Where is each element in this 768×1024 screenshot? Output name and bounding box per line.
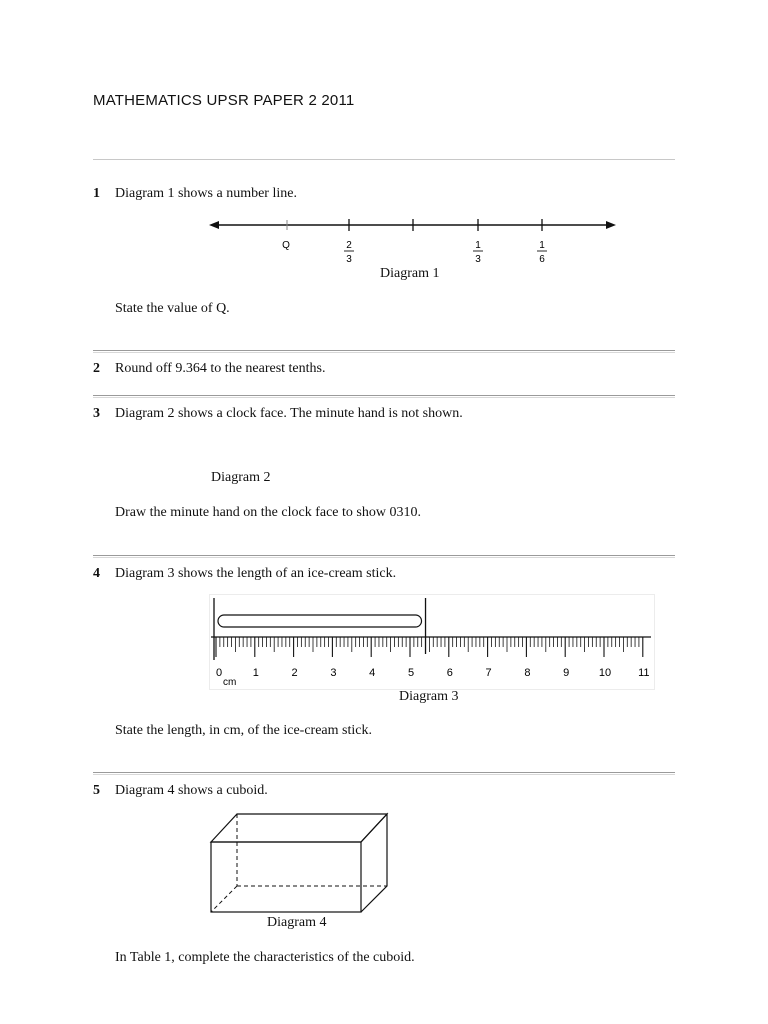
ruler bbox=[211, 637, 651, 688]
question-2-text: Round off 9.364 to the nearest tenths. bbox=[115, 361, 326, 376]
ruler-numbers bbox=[216, 667, 650, 679]
hidden-depth-edge bbox=[211, 886, 237, 912]
fraction-3-numerator: 1 bbox=[539, 240, 545, 251]
question-1-text: Diagram 1 shows a number line. bbox=[115, 186, 297, 201]
question-2-number: 2 bbox=[93, 361, 100, 376]
ruler-number: 6 bbox=[446, 667, 453, 679]
cuboid-side-face bbox=[361, 814, 387, 912]
question-5-prompt: In Table 1, complete the characteristics of the cuboid. bbox=[115, 950, 415, 965]
page-title: MATHEMATICS UPSR PAPER 2 2011 bbox=[93, 92, 355, 109]
ruler-ticks bbox=[216, 637, 643, 657]
cuboid-diagram bbox=[205, 810, 395, 918]
question-4-text: Diagram 3 shows the length of an ice-cream stick. bbox=[115, 566, 397, 581]
title-divider bbox=[93, 159, 675, 160]
ruler-number: 8 bbox=[524, 667, 531, 679]
question-3-text: Diagram 2 shows a clock face. The minute hand is not shown. bbox=[115, 406, 463, 421]
fraction-2-denominator: 3 bbox=[475, 254, 481, 265]
ruler-diagram bbox=[209, 594, 655, 690]
diagram-1-caption: Diagram 1 bbox=[380, 266, 440, 281]
diagram-2-caption: Diagram 2 bbox=[211, 470, 271, 485]
ruler-number: 10 bbox=[598, 667, 612, 679]
question-4-prompt: State the length, in cm, of the ice-cream stick. bbox=[115, 723, 372, 738]
fraction-3-denominator: 6 bbox=[539, 254, 545, 265]
ruler-number: 1 bbox=[252, 667, 259, 679]
question-5-number: 5 bbox=[93, 783, 100, 798]
ruler-number: 11 bbox=[638, 667, 650, 679]
divider-q1-q2 bbox=[93, 350, 675, 353]
ruler-number: 9 bbox=[563, 667, 570, 679]
ice-cream-stick bbox=[218, 615, 422, 627]
ruler-unit-label: cm bbox=[223, 677, 237, 688]
divider-q4-q5 bbox=[93, 772, 675, 775]
divider-q2-q3 bbox=[93, 395, 675, 398]
diagram-3-caption: Diagram 3 bbox=[399, 689, 459, 704]
ruler-number: 5 bbox=[407, 667, 415, 679]
fraction-2-numerator: 1 bbox=[475, 240, 481, 251]
question-1-prompt: State the value of Q. bbox=[115, 301, 230, 316]
ruler-number: 4 bbox=[369, 667, 376, 679]
diagram-4-caption: Diagram 4 bbox=[267, 915, 327, 930]
question-4-number: 4 bbox=[93, 566, 100, 581]
question-1-number: 1 bbox=[93, 186, 100, 201]
diagram-3-frame bbox=[210, 595, 655, 690]
left-arrow-icon bbox=[209, 221, 219, 229]
fraction-1-denominator: 3 bbox=[346, 254, 352, 265]
ruler-number: 0 bbox=[216, 667, 223, 679]
right-arrow-icon bbox=[606, 221, 616, 229]
cuboid-front-face bbox=[211, 842, 361, 912]
fraction-1-numerator: 2 bbox=[346, 240, 352, 251]
number-line-diagram bbox=[205, 212, 625, 270]
divider-q3-q4 bbox=[93, 555, 675, 558]
question-5-text: Diagram 4 shows a cuboid. bbox=[115, 783, 268, 798]
question-3-prompt: Draw the minute hand on the clock face to show 0310. bbox=[115, 505, 421, 520]
ruler-number: 2 bbox=[291, 667, 298, 679]
ruler-number: 3 bbox=[330, 667, 337, 679]
q-label: Q bbox=[282, 240, 290, 251]
ruler-number: 7 bbox=[485, 667, 492, 679]
question-3-number: 3 bbox=[93, 406, 100, 421]
